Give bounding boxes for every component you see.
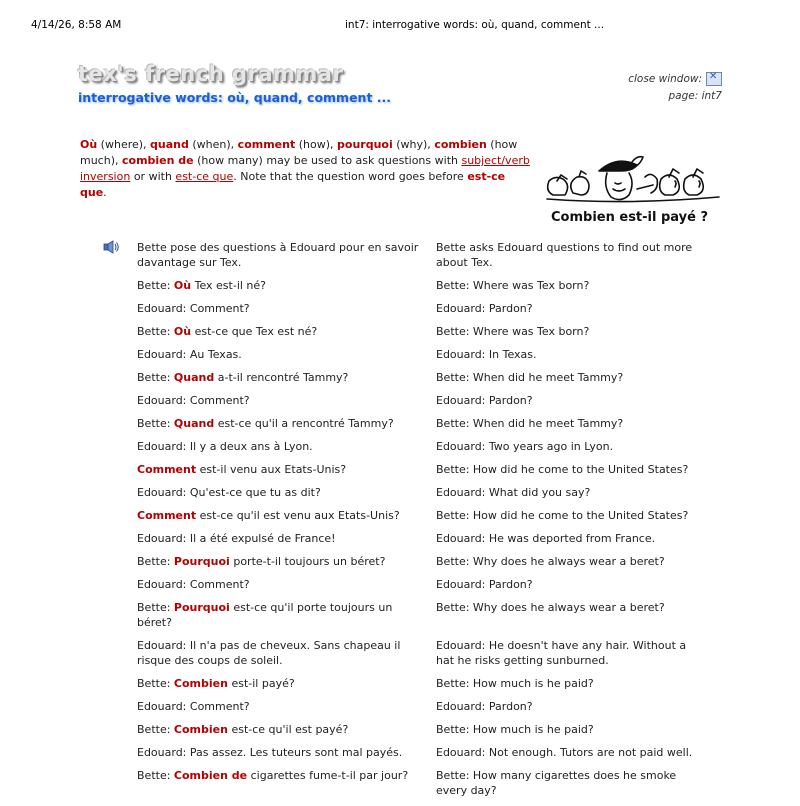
- french-text: Bette:: [137, 723, 174, 736]
- keyword: est-ce que: [80, 170, 506, 199]
- french-line: [137, 722, 436, 737]
- french-line: [137, 324, 436, 339]
- cartoon-illustration: [533, 137, 733, 232]
- french-line: [137, 554, 436, 569]
- dialog-row: [137, 745, 707, 760]
- english-line: Bette: Where was Tex born?: [436, 325, 590, 338]
- question-word: Où: [173, 279, 192, 292]
- french-text: est-ce qu'il est venu aux Etats-Unis?: [196, 509, 400, 522]
- intro-text: (how many) may be used to ask questions with: [193, 154, 462, 167]
- dialog-row: [137, 439, 707, 454]
- intro-text: (when),: [188, 138, 238, 151]
- dialog-row: [137, 768, 707, 798]
- french-line: [137, 676, 436, 691]
- dialog-row: [137, 600, 707, 630]
- keyword: pourquoi: [337, 138, 393, 151]
- english-line: Edouard: Two years ago in Lyon.: [436, 440, 614, 453]
- french-text: Tex est-il né?: [191, 279, 267, 292]
- question-word: Quand: [173, 417, 215, 430]
- dialog-row: [137, 508, 707, 523]
- french-text: est-ce qu'il porte toujours un béret?: [137, 601, 393, 629]
- english-line: Edouard: What did you say?: [436, 486, 591, 499]
- french-text: Bette:: [137, 325, 174, 338]
- english-line: Edouard: Not enough. Tutors are not paid well.: [436, 746, 693, 759]
- french-text: Edouard: Comment?: [137, 700, 250, 713]
- question-word: Combien: [173, 677, 228, 690]
- english-line: Bette: When did he meet Tammy?: [436, 417, 624, 430]
- english-line: Edouard: Pardon?: [436, 700, 533, 713]
- french-text: Bette:: [137, 279, 174, 292]
- french-text: est-ce qu'il a rencontré Tammy?: [214, 417, 394, 430]
- english-line: Bette: Where was Tex born?: [436, 279, 590, 292]
- french-line: [137, 577, 436, 592]
- french-line: [137, 439, 436, 454]
- question-word: Quand: [173, 371, 215, 384]
- english-line: Edouard: He doesn't have any hair. Without a hat he risks getting sunburned.: [436, 639, 687, 667]
- keyword: quand: [150, 138, 189, 151]
- french-text: est-ce qu'il est payé?: [227, 723, 349, 736]
- keyword: combien de: [122, 154, 194, 167]
- dialog-row: [137, 676, 707, 691]
- print-date: 4/14/26, 8:58 AM: [31, 19, 122, 31]
- close-window-button[interactable]: [706, 72, 722, 86]
- french-text: est-il venu aux Etats-Unis?: [196, 463, 347, 476]
- dialog-row: [137, 462, 707, 477]
- question-word: Comment: [137, 463, 197, 476]
- link-est-ce-que[interactable]: est-ce que: [175, 170, 234, 183]
- english-line: Bette: Why does he always wear a beret?: [436, 601, 665, 614]
- question-word: Comment: [137, 509, 197, 522]
- french-line: [137, 745, 436, 760]
- english-line: Bette: How did he come to the United States?: [436, 509, 689, 522]
- english-line: Bette: How did he come to the United States?: [436, 463, 689, 476]
- english-line: Bette: When did he meet Tammy?: [436, 371, 624, 384]
- keyword: Où: [80, 138, 98, 151]
- intro-text: (why),: [392, 138, 435, 151]
- english-line: Bette asks Edouard questions to find out more about Tex.: [436, 241, 693, 269]
- keyword: comment: [237, 138, 296, 151]
- window-controls: [628, 72, 722, 102]
- french-text: Edouard: Comment?: [137, 578, 250, 591]
- site-logo: tex's french grammar: [78, 62, 344, 86]
- french-text: Bette:: [137, 677, 174, 690]
- french-line: [137, 278, 436, 293]
- french-line: [137, 240, 436, 270]
- dialog-row: [137, 416, 707, 431]
- dialog-row: [137, 347, 707, 362]
- intro-text: (how much),: [80, 138, 518, 167]
- question-word: Pourquoi: [173, 601, 230, 614]
- french-text: Edouard: Il y a deux ans à Lyon.: [137, 440, 313, 453]
- dialog-row: [137, 531, 707, 546]
- print-header: [0, 19, 800, 33]
- french-line: [137, 393, 436, 408]
- dialog-row: [137, 577, 707, 592]
- dialog-row: [137, 278, 707, 293]
- french-text: Bette:: [137, 769, 174, 782]
- intro-paragraph: [80, 137, 530, 201]
- page-id: page: int7: [668, 90, 722, 102]
- french-line: [137, 416, 436, 431]
- french-text: Bette pose des questions à Edouard pour en savoir davantage sur Tex.: [137, 241, 419, 269]
- french-line: [137, 370, 436, 385]
- english-line: Bette: How many cigarettes does he smoke every day?: [436, 769, 677, 797]
- question-word: Combien de: [173, 769, 248, 782]
- french-line: [137, 462, 436, 477]
- english-line: Edouard: Pardon?: [436, 302, 533, 315]
- dialog-table: [137, 240, 707, 806]
- french-text: Edouard: Comment?: [137, 394, 250, 407]
- intro-text: .: [103, 186, 107, 199]
- french-text: est-il payé?: [227, 677, 295, 690]
- french-text: Bette:: [137, 417, 174, 430]
- dialog-row: [137, 324, 707, 339]
- french-line: [137, 485, 436, 500]
- english-line: Bette: How much is he paid?: [436, 723, 594, 736]
- dialog-row: [137, 722, 707, 737]
- french-line: [137, 508, 436, 523]
- french-line: [137, 768, 436, 798]
- french-text: cigarettes fume-t-il par jour?: [247, 769, 409, 782]
- print-title: int7: interrogative words: où, quand, comment ...: [345, 19, 605, 31]
- intro-text: . Note that the question word goes before: [233, 170, 468, 183]
- english-line: Edouard: Pardon?: [436, 394, 533, 407]
- dialog-row: [137, 699, 707, 714]
- english-line: Edouard: He was deported from France.: [436, 532, 656, 545]
- french-line: [137, 600, 436, 630]
- dialog-row: [137, 370, 707, 385]
- english-line: Edouard: In Texas.: [436, 348, 537, 361]
- dialog-row: [137, 554, 707, 569]
- french-text: Bette:: [137, 371, 174, 384]
- french-line: [137, 699, 436, 714]
- french-text: Edouard: Il a été expulsé de France!: [137, 532, 336, 545]
- close-window-label: close window:: [628, 73, 702, 85]
- link-subject-verb-inversion[interactable]: subject/verb inversion: [80, 154, 530, 183]
- cartoon-caption: Combien est-il payé ?: [551, 210, 709, 225]
- dialog-row: [137, 301, 707, 316]
- french-text: est-ce que Tex est né?: [191, 325, 318, 338]
- intro-text: (where),: [97, 138, 151, 151]
- french-text: Edouard: Comment?: [137, 302, 250, 315]
- french-line: [137, 638, 436, 668]
- dialog-row: [137, 485, 707, 500]
- french-line: [137, 347, 436, 362]
- dialog-row: [137, 240, 707, 270]
- question-word: Combien: [173, 723, 228, 736]
- dialog-row: [137, 393, 707, 408]
- question-word: Où: [173, 325, 192, 338]
- dialog-row: [137, 638, 707, 668]
- keyword: combien: [434, 138, 487, 151]
- french-text: Edouard: Il n'a pas de cheveux. Sans chapeau il risque des coups de soleil.: [137, 639, 401, 667]
- speaker-icon[interactable]: [103, 240, 119, 254]
- french-text: Edouard: Pas assez. Les tuteurs sont mal payés.: [137, 746, 403, 759]
- french-text: porte-t-il toujours un béret?: [229, 555, 386, 568]
- question-word: Pourquoi: [173, 555, 230, 568]
- intro-text: or with: [130, 170, 176, 183]
- french-text: Edouard: Au Texas.: [137, 348, 242, 361]
- french-text: Edouard: Qu'est-ce que tu as dit?: [137, 486, 321, 499]
- french-text: Bette:: [137, 601, 174, 614]
- french-text: Bette:: [137, 555, 174, 568]
- french-text: a-t-il rencontré Tammy?: [214, 371, 349, 384]
- english-line: Bette: Why does he always wear a beret?: [436, 555, 665, 568]
- english-line: Edouard: Pardon?: [436, 578, 533, 591]
- intro-text: (how),: [295, 138, 338, 151]
- french-line: [137, 531, 436, 546]
- french-line: [137, 301, 436, 316]
- english-line: Bette: How much is he paid?: [436, 677, 594, 690]
- page-subtitle: interrogative words: où, quand, comment ...: [78, 90, 392, 105]
